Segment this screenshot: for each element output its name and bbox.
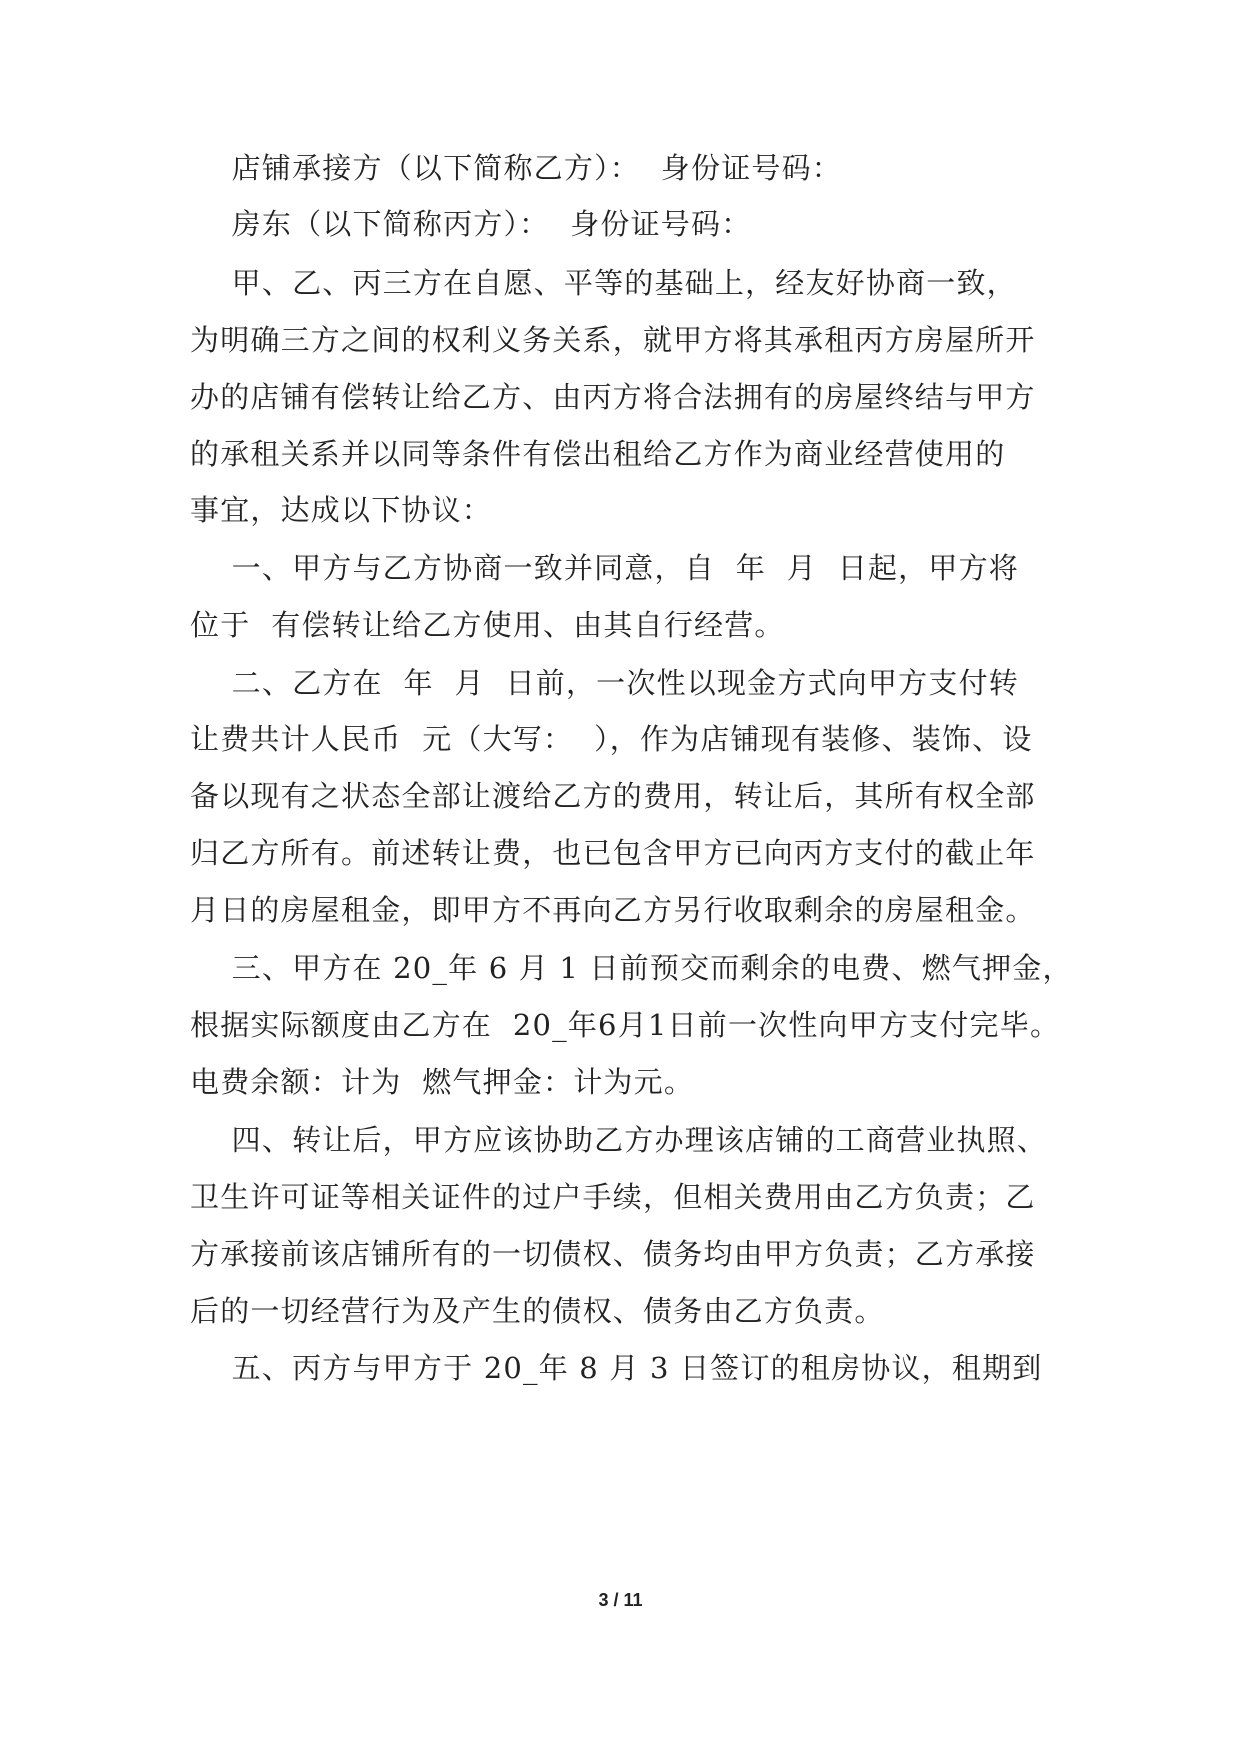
text-line: 房东（以下简称丙方）： 身份证号码： [190, 207, 752, 241]
text-line: 二、乙方在 年 月 日前，一次性以现金方式向甲方支付转 [190, 666, 1019, 700]
text-line: 一、甲方与乙方协商一致并同意，自 年 月 日起，甲方将 [190, 551, 1019, 585]
text-line: 四、转让后，甲方应该协助乙方办理该店铺的工商营业执照、 [190, 1123, 1048, 1157]
text-line: 事宜，达成以下协议： [190, 493, 493, 527]
text-line: 的承租关系并以同等条件有偿出租给乙方作为商业经营使用的 [190, 437, 1006, 471]
text-line: 方承接前该店铺所有的一切债权、债务均由甲方负责；乙方承接 [190, 1237, 1036, 1271]
text-line: 为明确三方之间的权利义务关系，就甲方将其承租丙方房屋所开 [190, 323, 1036, 357]
text-line: 位于 有偿转让给乙方使用、由其自行经营。 [190, 608, 785, 642]
text-line: 电费余额：计为 燃气押金：计为元。 [190, 1065, 695, 1099]
text-line: 月日的房屋租金，即甲方不再向乙方另行收取剩余的房屋租金。 [190, 893, 1036, 927]
text-line: 备以现有之状态全部让渡给乙方的费用，转让后，其所有权全部 [190, 779, 1036, 813]
text-line: 后的一切经营行为及产生的债权、债务由乙方负责。 [190, 1294, 885, 1328]
text-line: 根据实际额度由乙方在 20_年6月1日前一次性向甲方支付完毕。 [190, 1008, 1061, 1042]
text-line: 三、甲方在 20_年 6 月 1 日前预交而剩余的电费、燃气押金， [190, 951, 1073, 985]
text-line: 甲、乙、丙三方在自愿、平等的基础上，经友好协商一致， [190, 266, 1017, 300]
text-line: 办的店铺有偿转让给乙方、由丙方将合法拥有的房屋终结与甲方 [190, 380, 1036, 414]
text-line: 卫生许可证等相关证件的过户手续，但相关费用由乙方负责；乙 [190, 1180, 1036, 1214]
text-line: 五、丙方与甲方于 20_年 8 月 3 日签订的租房协议，租期到 [190, 1351, 1043, 1385]
text-line: 让费共计人民币 元（大写： ），作为店铺现有装修、装饰、设 [190, 722, 1033, 756]
text-line: 归乙方所有。前述转让费，也已包含甲方已向丙方支付的截止年 [190, 836, 1036, 870]
page-number: 3 / 11 [598, 1590, 643, 1610]
text-line: 店铺承接方（以下简称乙方）： 身份证号码： [190, 151, 843, 185]
